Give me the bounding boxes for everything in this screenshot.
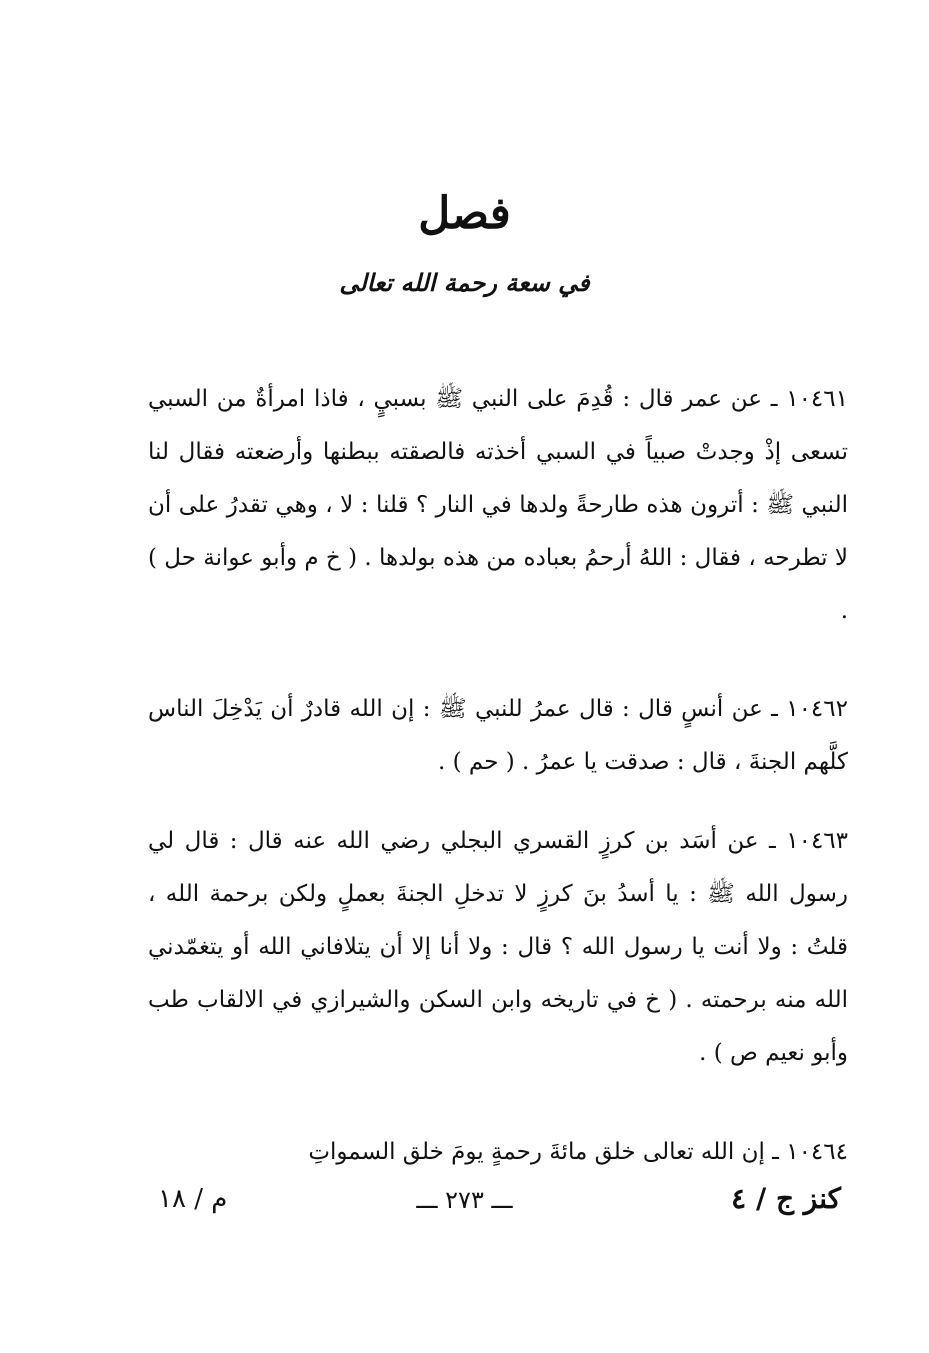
- hadith-number: ١٠٤٦٤: [786, 1139, 848, 1165]
- hadith-text: ـ إن الله تعالى خلق مائةَ رحمةٍ يومَ خلق السمواتِ: [308, 1139, 779, 1165]
- hadith-text: ـ عن أنسٍ قال : قال عمرُ للنبي ﷺ : إن الله قادرٌ أن يَدْخِلَ الناس كلَّهم الجنةَ ، قال : صدقت يا عمرُ .: [148, 696, 848, 775]
- hadith-number: ١٠٤٦١: [786, 386, 848, 412]
- hadith-text: ـ عن عمر قال : قُدِمَ على النبي ﷺ بسبيٍ ، فاذا امرأةٌ من السبي تسعى إذْ وجدتْ صبياً في السبي أخذته فالصقته ببطنها وأرضعته فقال لنا النبي ﷺ : أترون هذه طارحةً ولدها في النار ؟ قلنا : لا ، وهي تقدرُ على أن لا تطرحه ، فقال : اللهُ أرحمُ بعباده من هذه بولدها .: [148, 386, 849, 571]
- hadith-number: ١٠٤٦٢: [786, 696, 848, 722]
- hadith-source: ( خ في تاريخه وابن السكن والشيرازي في الالقاب طب وأبو نعيم ص ) .: [148, 987, 848, 1066]
- page-number: ـــ ٢٧٣ ـــ: [416, 1186, 513, 1214]
- volume-label: كنز ج / ٤: [731, 1182, 841, 1215]
- section-title: فصل: [418, 188, 511, 239]
- signature-mark: م / ١٨: [158, 1184, 228, 1214]
- hadith-source: ( حم ) .: [437, 749, 515, 775]
- hadith-number: ١٠٤٦٣: [786, 828, 849, 854]
- hadith-text: ـ عن أسَد بن كرزٍ القسري البجلي رضي الله عنه قال : قال لي رسول الله ﷺ : يا أسدُ بنَ كرزٍ لا تدخلِ الجنةَ بعملٍ ولكن برحمة الله ، قلتُ : ولا أنت يا رسول الله ؟ قال : ولا أنا إلا أن يتلافاني الله أو يتغمّدني الله منه برحمته .: [148, 828, 848, 1013]
- hadith-10461: [148, 350, 848, 661]
- section-subtitle: في سعة رحمة الله تعالى: [339, 268, 590, 297]
- hadith-source: ( خ م وأبو عوانة حل ) .: [148, 545, 848, 624]
- hadith-10462: [148, 660, 848, 812]
- hadith-10463: [148, 792, 848, 1103]
- page-footer: [0, 1182, 929, 1232]
